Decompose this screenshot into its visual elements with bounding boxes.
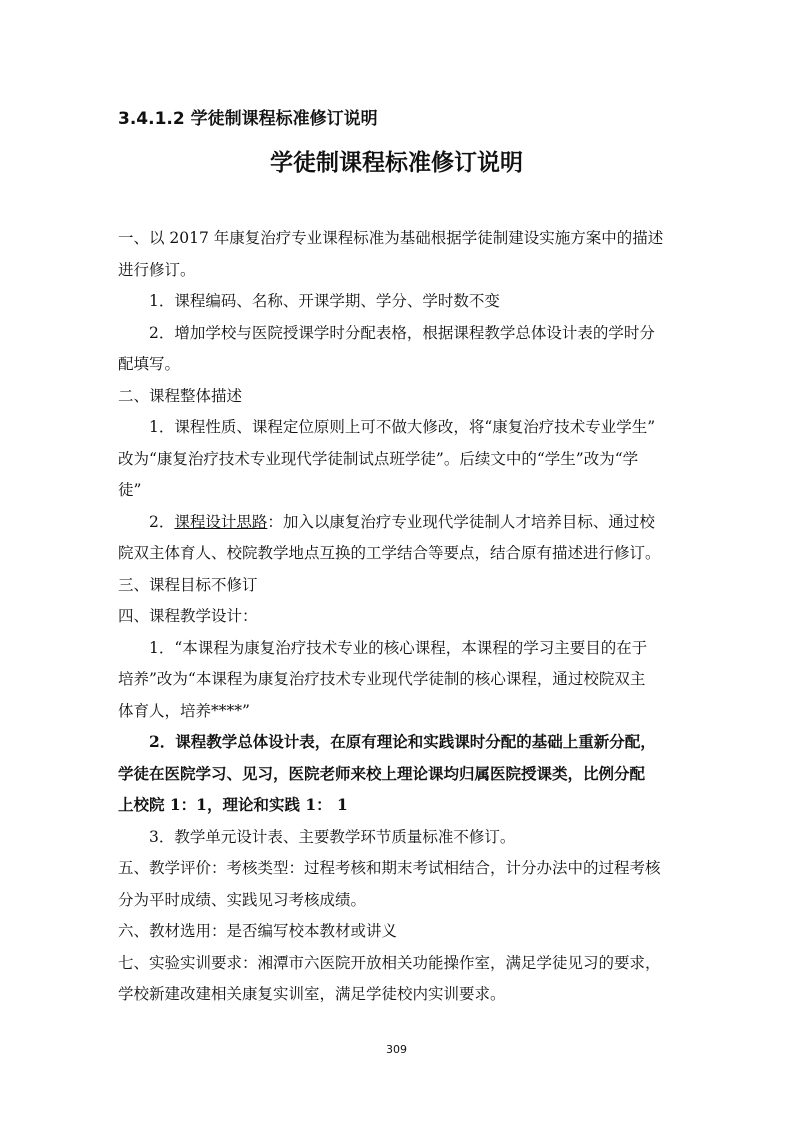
underlined-text: 课程设计思路 <box>174 512 268 531</box>
text-line <box>118 384 680 416</box>
line-text: 三、课程目标不修订 <box>118 575 258 594</box>
text-line <box>118 541 680 573</box>
text-line <box>118 447 680 479</box>
line-text: 五、教学评价：考核类型：过程考核和期末考试相结合，计分办法中的过程考核 <box>118 859 661 877</box>
text-line <box>118 667 680 699</box>
line-text: 分为平时成绩、实践见习考核成绩。 <box>118 890 367 909</box>
text-line <box>118 573 680 605</box>
text-line <box>118 856 680 888</box>
line-text: 学校新建改建相关康复实训室，满足学徒校内实训要求。 <box>118 985 506 1003</box>
line-text: 培养”改为“本课程为康复治疗技术专业现代学徒制的核心课程，通过校院双主 <box>118 670 646 688</box>
line-text: 3．教学单元设计表、主要教学环节质量标准不修订。 <box>149 827 516 846</box>
text-line <box>118 888 680 920</box>
document-body <box>118 226 680 1014</box>
line-text: 1．课程性质、课程定位原则上可不做大修改，将“康复治疗技术专业学生” <box>149 418 656 436</box>
text-line <box>118 636 680 668</box>
section-heading: 3.4.1.2 学徒制课程标准修订说明 <box>118 109 378 129</box>
line-text: 1．“本课程为康复治疗技术专业的核心课程，本课程的学习主要目的在于 <box>149 638 648 657</box>
line-text: 2．课程教学总体设计表，在原有理论和实践课时分配的基础上重新分配， <box>149 732 656 751</box>
text-line <box>118 762 680 794</box>
line-text: 院双主体育人、校院教学地点互换的工学结合等要点，结合原有描述进行修订。 <box>118 544 661 562</box>
line-text: 上校院 1：1，理论和实践 1： 1 <box>118 795 348 814</box>
text-line <box>118 352 680 384</box>
text-line <box>118 982 680 1014</box>
line-text: 2．增加学校与医院授课学时分配表格，根据课程教学总体设计表的学时分 <box>149 323 655 342</box>
line-text: 改为“康复治疗技术专业现代学徒制试点班学徒”。后续文中的“学生”改为“学 <box>118 449 639 468</box>
line-text: 体育人，培养****” <box>118 701 250 720</box>
line-text: 学徒在医院学习、见习，医院老师来校上理论课均归属医院授课类，比例分配 <box>118 763 646 783</box>
document-title: 学徒制课程标准修订说明 <box>270 150 523 176</box>
text-line <box>118 604 680 636</box>
text-line <box>118 951 680 983</box>
line-text: 进行修订。 <box>118 260 196 279</box>
text-line <box>118 289 680 321</box>
page-number: 309 <box>386 1043 407 1056</box>
text-line <box>118 730 680 762</box>
text-line <box>118 478 680 510</box>
text-line <box>118 258 680 290</box>
text-line <box>118 919 680 951</box>
text-line <box>118 321 680 353</box>
line-text: 徒” <box>118 481 142 499</box>
line-text: 六、教材选用：是否编写校本教材或讲义 <box>118 922 398 940</box>
text-line <box>118 793 680 825</box>
text-line <box>118 825 680 857</box>
line-text: 二、课程整体描述 <box>118 386 243 405</box>
line-text: 一、以 2017 年康复治疗专业课程标准为基础根据学徒制建设实施方案中的描述 <box>118 229 664 247</box>
text-line <box>118 699 680 731</box>
line-text: ：加入以康复治疗专业现代学徒制人才培养目标、通过校 <box>267 512 655 531</box>
line-text: 配填写。 <box>118 355 181 373</box>
line-text: 1．课程编码、名称、开课学期、学分、学时数不变 <box>149 292 500 310</box>
line-text: 2． <box>149 512 175 531</box>
text-line <box>118 226 680 258</box>
line-text: 七、实验实训要求：湘潭市六医院开放相关功能操作室，满足学徒见习的要求， <box>118 953 661 972</box>
text-line <box>118 510 680 542</box>
line-text: 四、课程教学设计： <box>118 607 258 625</box>
text-line <box>118 415 680 447</box>
